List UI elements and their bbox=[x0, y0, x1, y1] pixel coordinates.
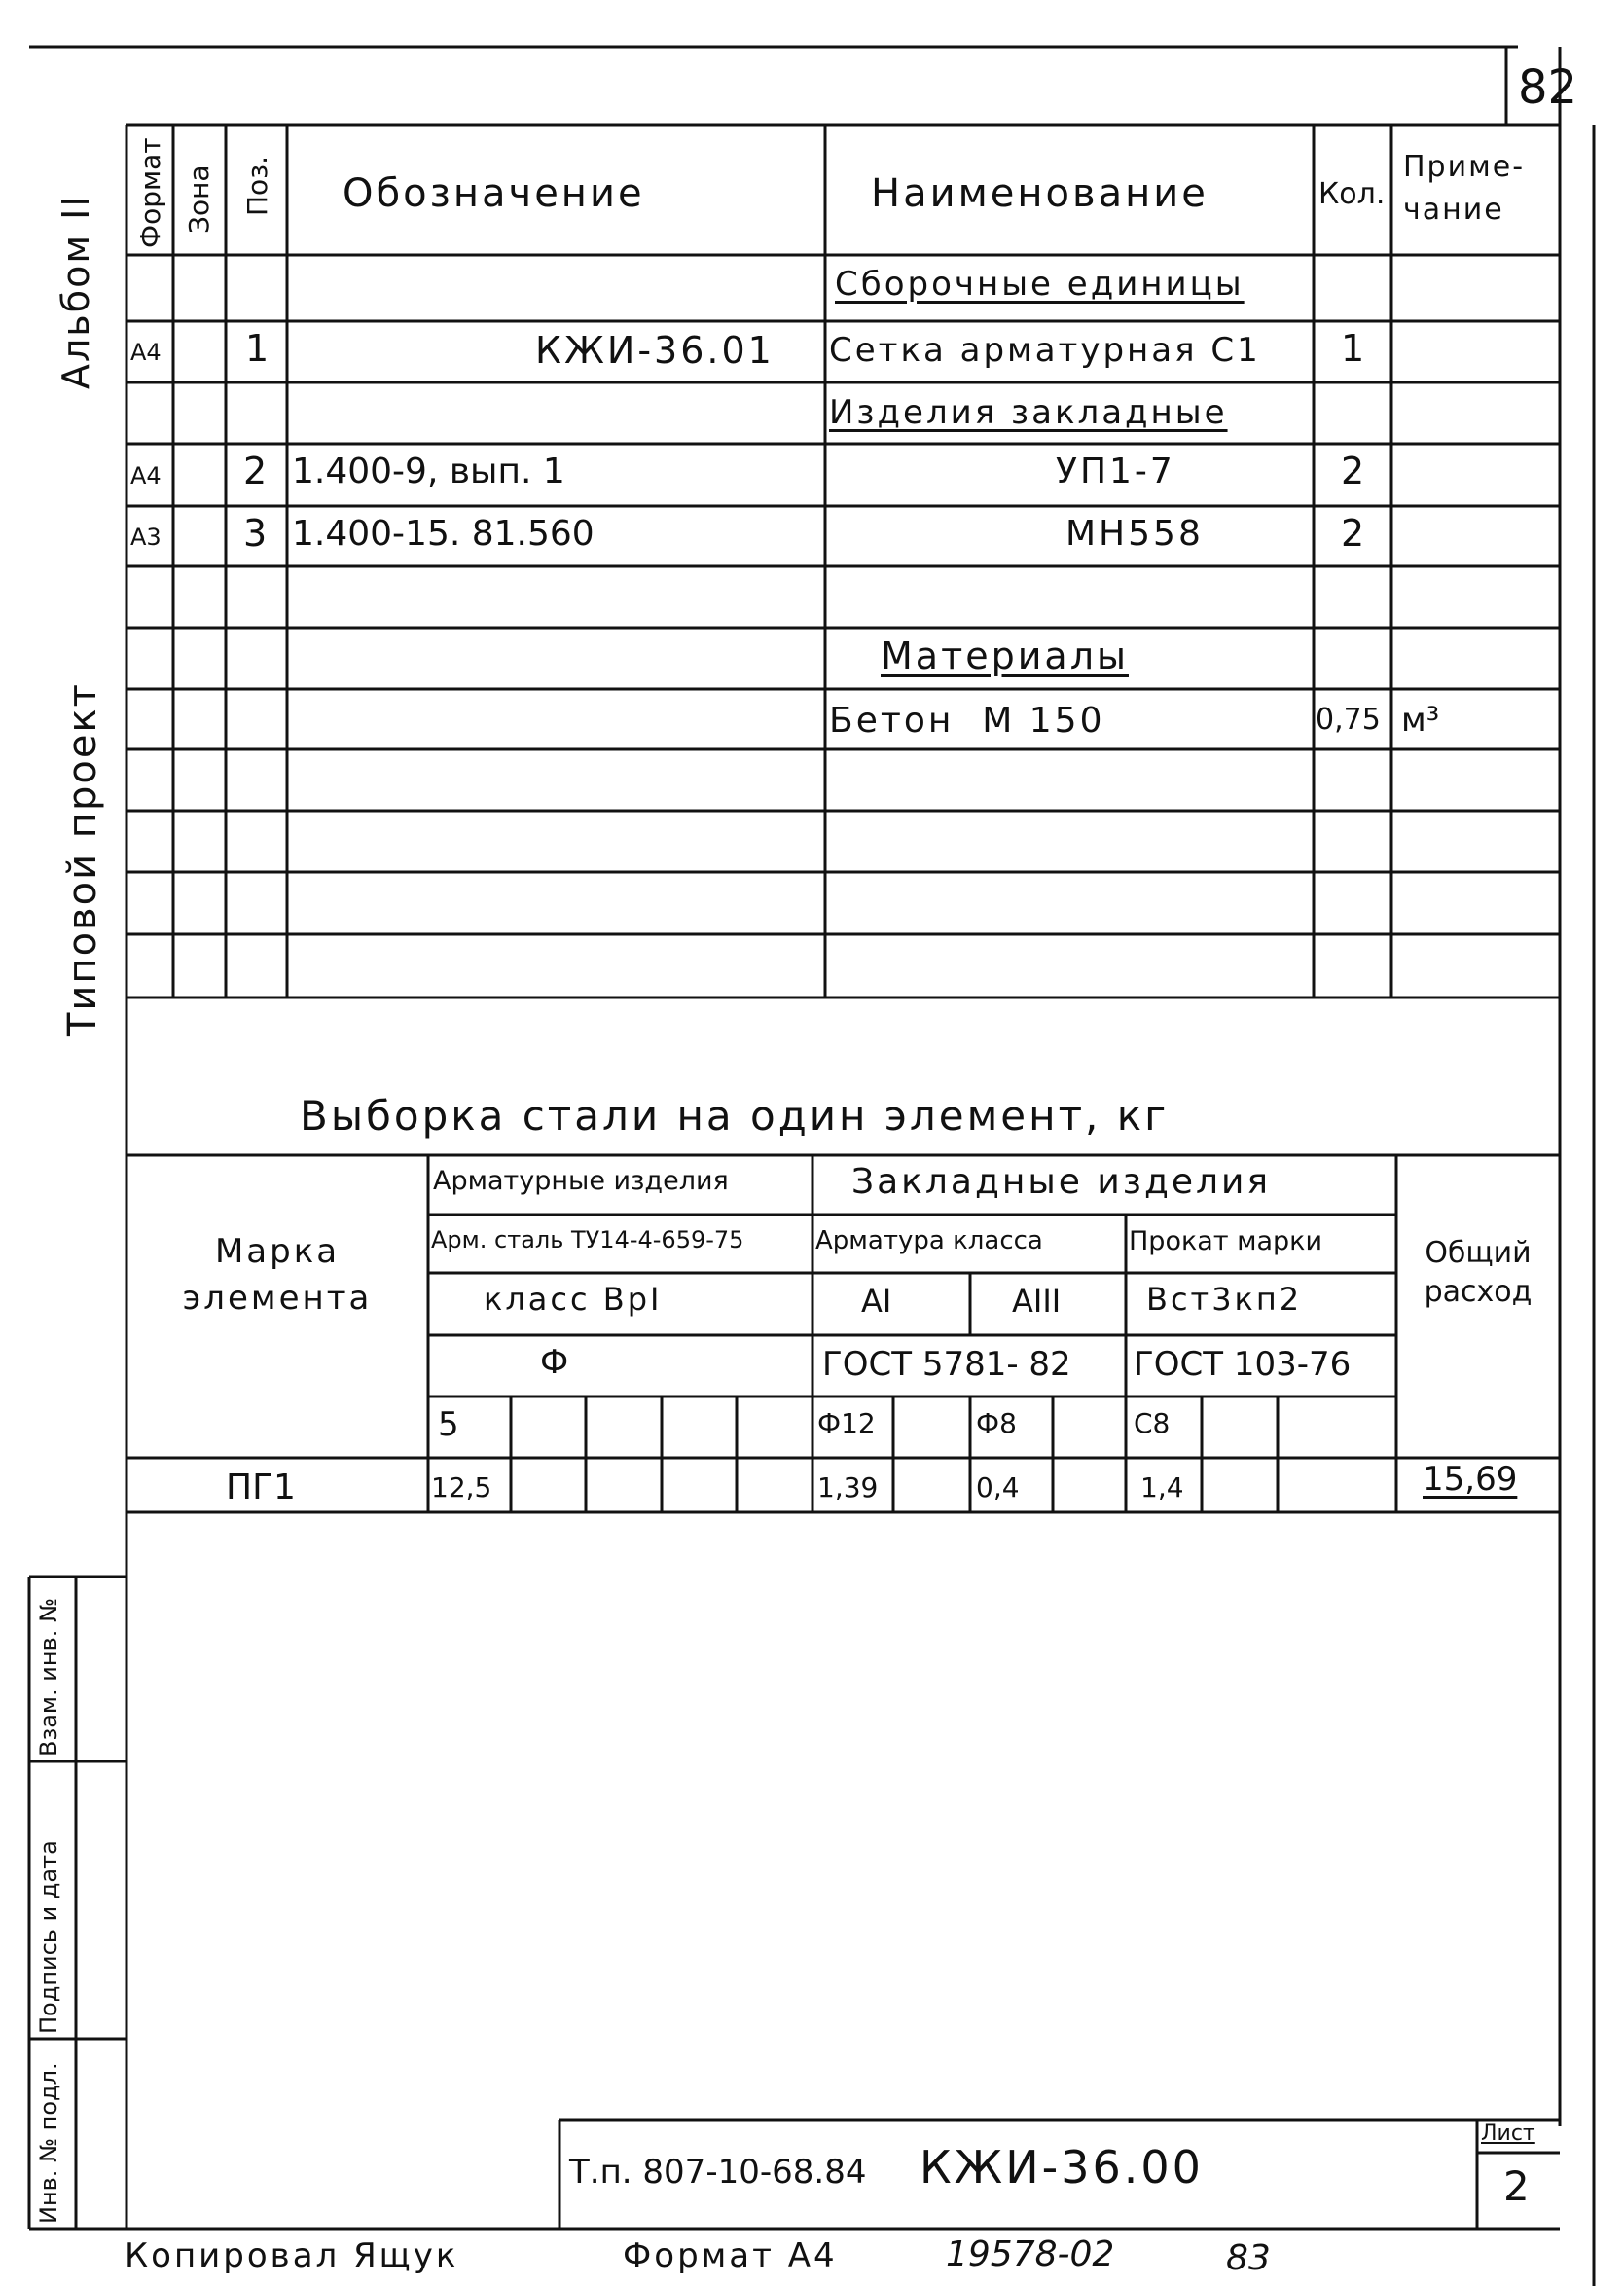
header-c8: С8 bbox=[1134, 1407, 1171, 1439]
header-rolled: Прокат марки bbox=[1129, 1226, 1323, 1256]
title-code: Т.п. 807-10-68.84 bbox=[569, 2153, 867, 2192]
row3-designation: 1.400-9, вып. 1 bbox=[292, 452, 565, 491]
row1-name: Сетка арматурная С1 bbox=[829, 331, 1261, 370]
row4-format: А3 bbox=[130, 524, 162, 551]
header-d8: Ф8 bbox=[976, 1407, 1017, 1439]
row4-qty: 2 bbox=[1341, 512, 1365, 555]
header-steel-grade: Вст3кп2 bbox=[1146, 1281, 1303, 1318]
row4-name: МН558 bbox=[1065, 514, 1204, 554]
header-arm-items: Арматурные изделия bbox=[433, 1166, 729, 1196]
stamp-sign: Подпись и дата bbox=[35, 1840, 62, 2034]
footer-copied: Копировал Ящук bbox=[125, 2236, 459, 2275]
steel-row-total: 15,69 bbox=[1423, 1460, 1518, 1499]
header-designation: Обозначение bbox=[343, 171, 645, 216]
steel-row-v5: 12,5 bbox=[431, 1471, 492, 1504]
steel-table-title: Выборка стали на один элемент, кг bbox=[300, 1092, 1170, 1140]
row1-qty: 1 bbox=[1341, 327, 1365, 370]
row7-qty: 0,75 bbox=[1316, 703, 1381, 737]
header-embedded: Закладные изделия bbox=[851, 1162, 1272, 1202]
row1-pos: 1 bbox=[245, 327, 270, 370]
row4-designation: 1.400-15. 81.560 bbox=[292, 514, 595, 554]
header-zone: Зона bbox=[183, 164, 215, 234]
row3-pos: 2 bbox=[243, 450, 268, 492]
steel-row-vc8: 1,4 bbox=[1140, 1471, 1184, 1504]
section-materials: Материалы bbox=[881, 635, 1129, 677]
stamp-inv: Инв. № подл. bbox=[35, 2062, 62, 2224]
header-arm-steel: Арм. сталь ТУ14-4-659-75 bbox=[431, 1226, 744, 1253]
header-format: Формат bbox=[134, 137, 166, 248]
project-label: Типовой проект bbox=[60, 682, 105, 1036]
header-gost2: ГОСТ 103-76 bbox=[1134, 1345, 1352, 1384]
footer-page: 83 bbox=[1226, 2238, 1271, 2278]
header-qty: Кол. bbox=[1318, 177, 1386, 211]
row1-designation: КЖИ-36.01 bbox=[535, 329, 775, 372]
footer-number: 19578-02 bbox=[946, 2234, 1115, 2274]
steel-row-v12: 1,39 bbox=[817, 1471, 879, 1504]
sheet-number: 2 bbox=[1503, 2162, 1530, 2210]
steel-row-v8: 0,4 bbox=[976, 1471, 1020, 1504]
header-d12: Ф12 bbox=[817, 1407, 876, 1439]
row3-name: УП1-7 bbox=[1056, 452, 1175, 491]
section-assembly-units: Сборочные единицы bbox=[835, 265, 1245, 304]
steel-row-mark: ПГ1 bbox=[226, 1468, 296, 1507]
sheet-label: Лист bbox=[1481, 2122, 1535, 2146]
header-pos: Поз. bbox=[241, 156, 273, 216]
header-total: Общий расход bbox=[1424, 1236, 1533, 1309]
row7-name: Бетон М 150 bbox=[829, 701, 1105, 741]
stamp-vzam: Взам. инв. № bbox=[35, 1598, 62, 1757]
row4-pos: 3 bbox=[243, 512, 268, 555]
section-embedded-items: Изделия закладные bbox=[829, 393, 1228, 432]
header-phi: Ф bbox=[540, 1343, 569, 1382]
page-number: 82 bbox=[1518, 60, 1578, 115]
row3-format: А4 bbox=[130, 462, 162, 490]
footer-format: Формат А4 bbox=[623, 2236, 838, 2275]
title-doc: КЖИ-36.00 bbox=[920, 2141, 1204, 2194]
header-class-bp: класс ВрI bbox=[484, 1281, 663, 1318]
header-note: Приме- чание bbox=[1403, 150, 1526, 227]
header-d5: 5 bbox=[438, 1405, 459, 1444]
row3-qty: 2 bbox=[1341, 450, 1365, 492]
header-aiii: AIII bbox=[1012, 1283, 1062, 1320]
header-gost1: ГОСТ 5781- 82 bbox=[822, 1345, 1071, 1384]
row1-format: А4 bbox=[130, 339, 162, 366]
header-ai: AI bbox=[861, 1283, 892, 1320]
header-mark: Марка элемента bbox=[182, 1232, 373, 1318]
header-arm-class: Арматура класса bbox=[815, 1226, 1043, 1255]
album-label: Альбом II bbox=[54, 194, 97, 389]
row7-note: м³ bbox=[1401, 701, 1440, 740]
header-name: Наименование bbox=[871, 171, 1209, 216]
